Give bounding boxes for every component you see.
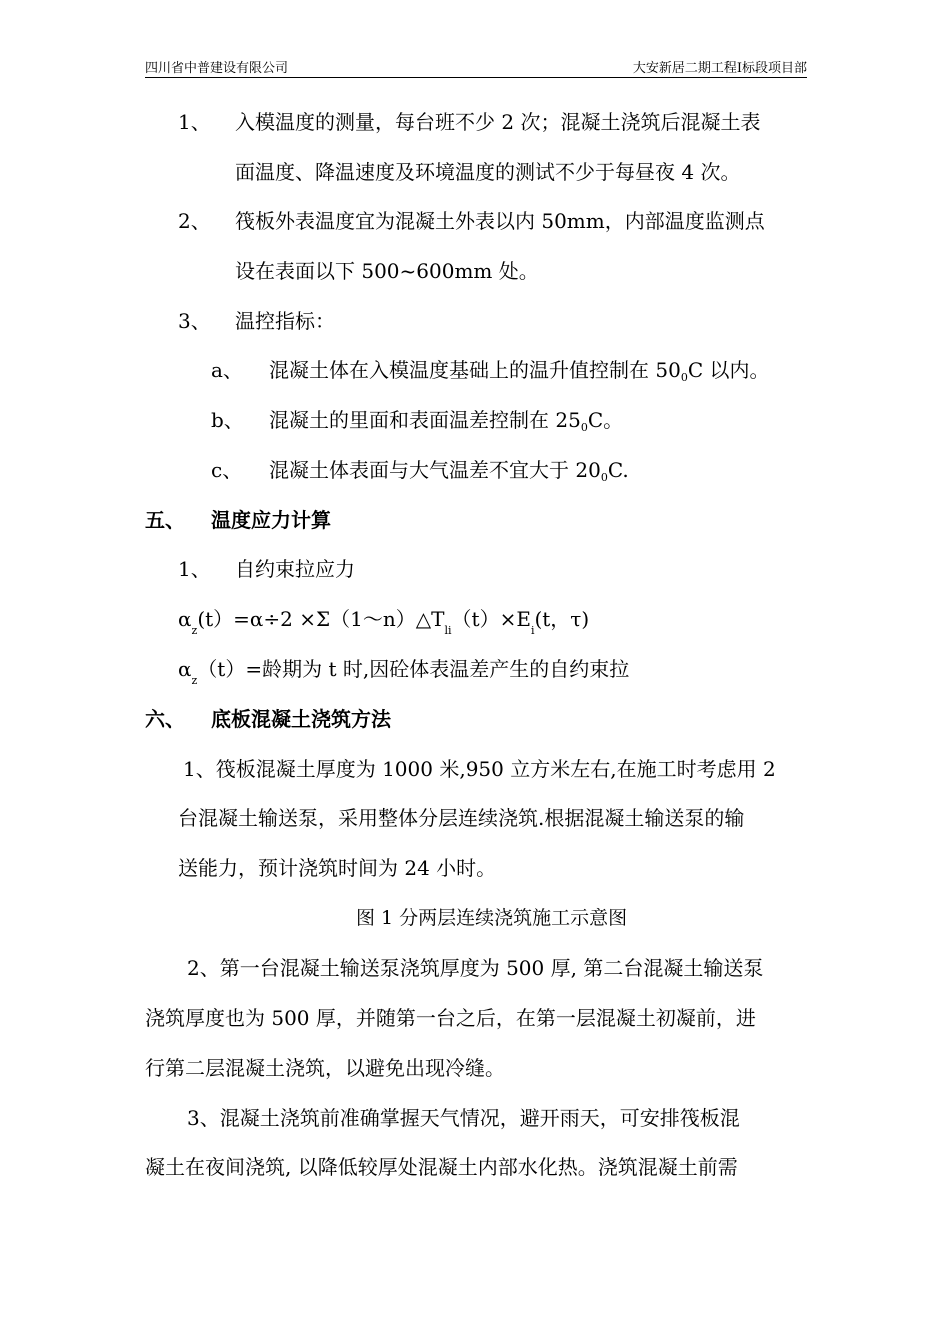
para-1-line-2: 台混凝土输送泵，采用整体分层连续浇筑.根据混凝土输送泵的输 [178,806,745,830]
para-2-line-3: 行第二层混凝土浇筑，以避免出现冷缝。 [145,1056,505,1080]
section-5-sub-1-text: 自约束拉应力 [235,557,355,581]
para-2-line-2: 浇筑厚度也为 500 厚，并随第一台之后，在第一层混凝土初凝前，进 [145,1006,756,1030]
item-a-text: 混凝土体在入模温度基础上的温升值控制在 $50_0C$ 以内。 [269,358,770,384]
para-1-line-3: 送能力，预计浇筑时间为 24 小时。 [178,856,497,880]
item-3-line-1: 温控指标： [235,309,335,333]
item-c-label: c、 [211,458,243,482]
formula-self-restraint-stress: $\alpha_z(t)=\alpha\div 2$ $\times\Sigma(1\sim n)\triangle T_{li}(t)\times E_i(t$，τ) [178,607,590,637]
para-3-line-1: 3、混凝土浇筑前准确掌握天气情况，避开雨天，可安排筏板混 [187,1106,740,1130]
para-3-line-2: 凝土在夜间浇筑, 以降低较厚处混凝土内部水化热。浇筑混凝土前需 [145,1155,738,1179]
header-company: 四川省中普建设有限公司 [145,61,289,76]
item-b-label: b、 [211,408,244,432]
section-5-sub-1-number: 1、 [178,557,211,581]
item-1-line-1: 入模温度的测量，每台班不少 2 次；混凝土浇筑后混凝土表 [235,110,761,134]
item-1-line-2: 面温度、降温速度及环境温度的测试不少于每昼夜 4 次。 [235,160,741,184]
item-2-line-2: 设在表面以下 500~600mm 处。 [235,259,539,283]
section-5-title: 温度应力计算 [211,508,331,532]
formula-definition: $\alpha_z(t)=$龄期为 t 时,因砼体表温差产生的自约束拉 [178,657,630,687]
item-2-line-1: 筏板外表温度宜为混凝土外表以内 50mm，内部温度监测点 [235,209,765,233]
item-b-text: 混凝土的里面和表面温差控制在 $25_0C$。 [269,408,624,434]
item-a-label: a、 [211,358,243,382]
item-1-number: 1、 [178,110,211,134]
item-2-number: 2、 [178,209,211,233]
para-2-line-1: 2、第一台混凝土输送泵浇筑厚度为 500 厚, 第二台混凝土输送泵 [187,956,764,980]
item-c-text: 混凝土体表面与大气温差不宜大于 $20_0C$. [269,458,629,484]
page-header [145,55,807,78]
header-project: 大安新居二期工程Ⅰ标段项目部 [632,61,807,76]
section-6-number: 六、 [145,707,185,731]
section-5-number: 五、 [145,508,185,532]
para-1-line-1: 1、筏板混凝土厚度为 1000 米,950 立方米左右,在施工时考虑用 2 [183,757,776,781]
section-6-title: 底板混凝土浇筑方法 [211,707,391,731]
figure-caption: 图 1 分两层连续浇筑施工示意图 [356,907,628,929]
item-3-number: 3、 [178,309,211,333]
